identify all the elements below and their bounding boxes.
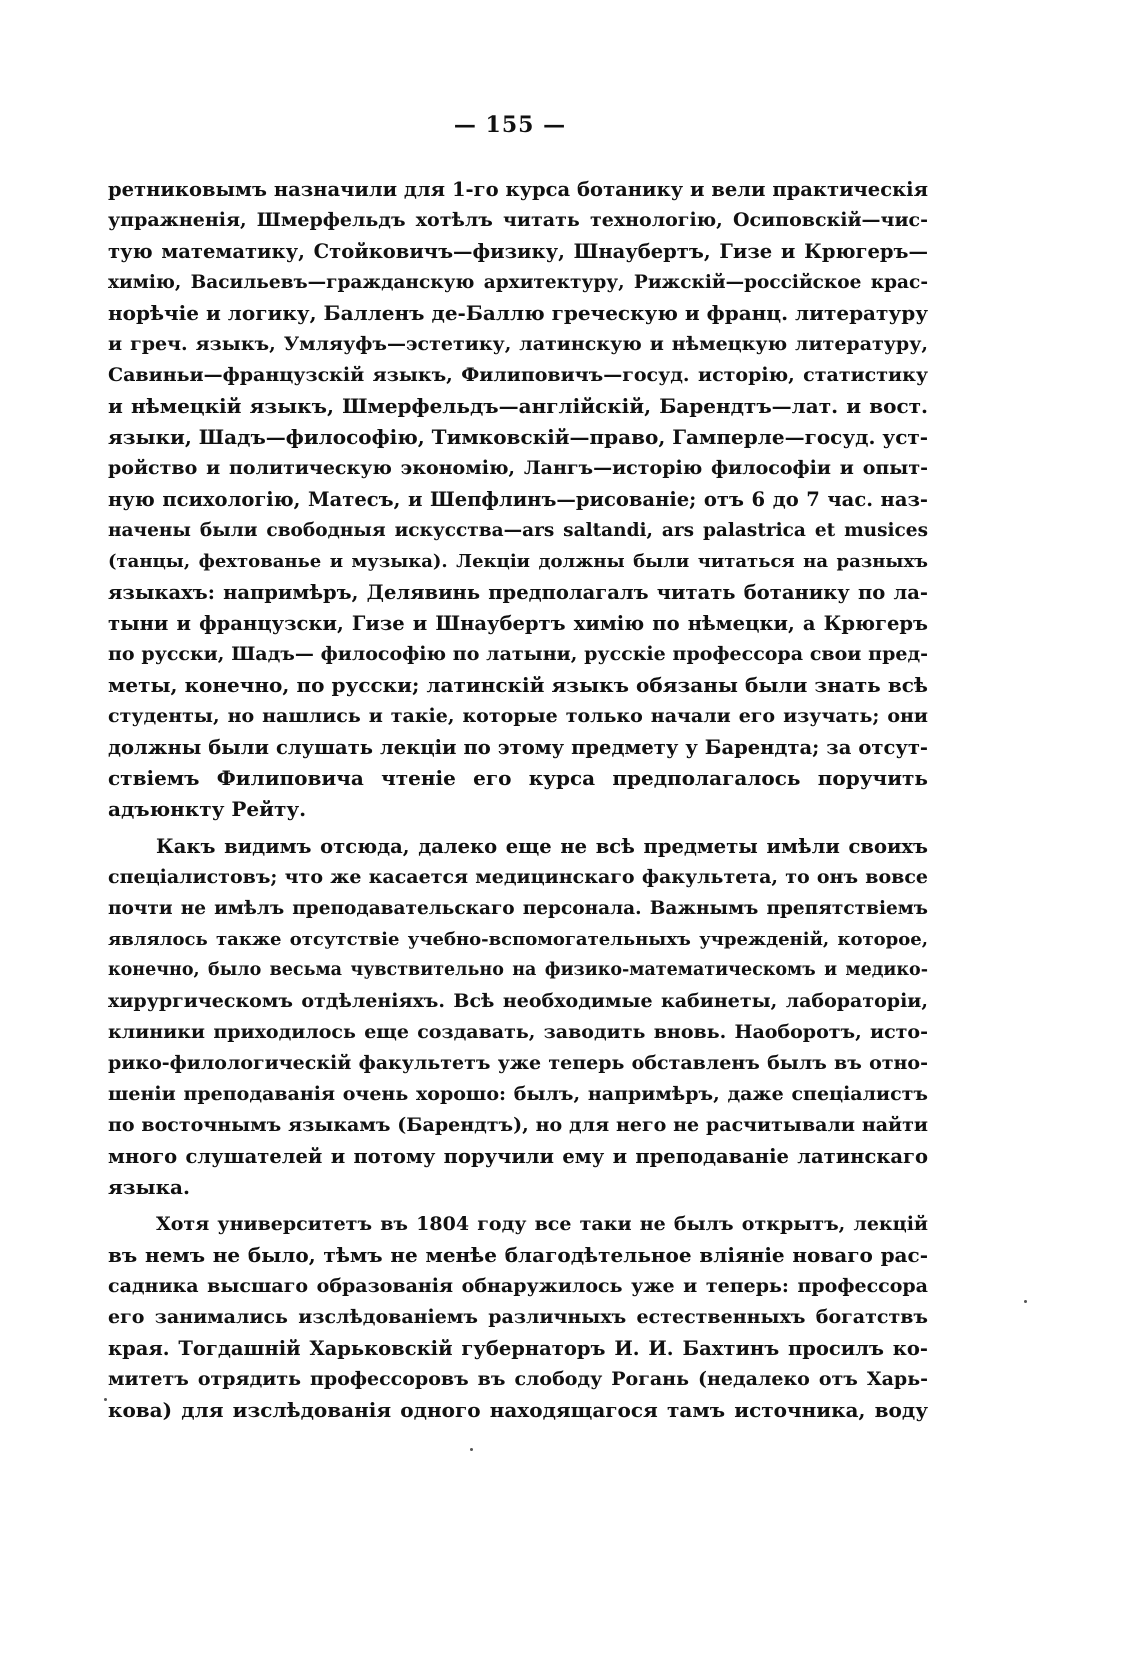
text-line: норѣчіе и логику, Балленъ де-Баллю греческую и франц. литературу <box>108 301 928 325</box>
text-line: Хотя университетъ въ 1804 году все таки не былъ открытъ, лекцій <box>156 1213 928 1235</box>
text-line: почти не имѣлъ преподавательскаго персонала. Важнымъ препятствіемъ <box>108 898 928 919</box>
text-line: языкахъ: напримѣръ, Делявинь предполагалъ читать ботанику по ла- <box>108 581 928 604</box>
text-line: и греч. языкъ, Умляуфъ—эстетику, латинскую и нѣмецкую литературу, <box>108 333 928 355</box>
scan-speck <box>104 1398 107 1401</box>
text-line: спеціалистовъ; что же касается медицинскаго факультета, то онъ вовсе <box>108 866 928 888</box>
text-line: ную психологію, Матесъ, и Шепфлинъ—рисованіе; отъ 6 до 7 час. наз- <box>108 488 928 511</box>
text-line: ствіемъ Филиповича чтеніе его курса предполагалось поручить <box>108 766 928 790</box>
text-line: тую математику, Стойковичъ—физику, Шнаубертъ, Гизе и Крюгеръ— <box>108 240 928 263</box>
scan-speck <box>1024 1300 1027 1303</box>
text-line: клиники приходилось еще создавать, заводить вновь. Наоборотъ, исто- <box>108 1021 928 1043</box>
text-line: конечно, было весьма чувствительно на физико-математическомъ и медико- <box>108 960 928 980</box>
text-line: языки, Шадъ—философію, Тимковскій—право, Гамперле—госуд. уст- <box>108 425 928 449</box>
paragraph-2 <box>108 831 928 1203</box>
text-line: являлось также отсутствіе учебно-вспомогательныхъ учрежденій, которое, <box>108 929 928 950</box>
text-line: должны были слушать лекціи по этому предмету у Барендта; за отсут- <box>108 736 928 759</box>
text-line: садника высшаго образованія обнаружилось уже и теперь: профессора <box>108 1275 928 1297</box>
text-line: (танцы, фехтованье и музыка). Лекціи должны были читаться на разныхъ <box>108 551 928 572</box>
text-line: упражненія, Шмерфельдъ хотѣлъ читать технологію, Осиповскій—чис- <box>108 209 928 231</box>
text-line: края. Тогдашній Харьковскій губернаторъ И. И. Бахтинъ просилъ ко- <box>108 1337 928 1360</box>
text-line: хирургическомъ отдѣленіяхъ. Всѣ необходимые кабинеты, лабораторіи, <box>108 990 928 1012</box>
text-line: по восточнымъ языкамъ (Барендтъ), но для него не расчитывали найти <box>108 1114 928 1136</box>
text-line: языка. <box>108 1175 190 1199</box>
text-line: начены были свободныя искусства—ars saltandi, ars palastrica et musices <box>108 520 928 541</box>
text-line: меты, конечно, по русски; латинскій языкъ обязаны были знать всѣ <box>108 673 928 697</box>
text-line: и нѣмецкій языкъ, Шмерфельдъ—англійскій, Барендтъ—лат. и вост. <box>108 394 928 418</box>
text-line: Савиньи—французскій языкъ, Филиповичъ—госуд. исторію, статистику <box>108 364 928 386</box>
paragraph-1 <box>108 174 928 825</box>
text-line: адъюнкту Рейту. <box>108 797 307 821</box>
text-line: его занимались изслѣдованіемъ различныхъ естественныхъ богатствъ <box>108 1306 928 1328</box>
text-line: рико-филологическій факультетъ уже теперь обставленъ былъ въ отно- <box>108 1052 928 1074</box>
text-line: много слушателей и потому поручили ему и преподаваніе латинскаго <box>108 1145 928 1168</box>
scan-speck <box>470 1448 473 1451</box>
text-line: Какъ видимъ отсюда, далеко еще не всѣ предметы имѣли своихъ <box>156 835 928 858</box>
text-line: по русски, Шадъ— философію по латыни, русскіе профессора свои пред- <box>108 643 928 665</box>
text-line: тыни и французски, Гизе и Шнаубертъ химію по нѣмецки, а Крюгеръ <box>108 612 928 635</box>
text-line: ретниковымъ назначили для 1-го курса ботанику и вели практическія <box>108 178 928 201</box>
text-line: студенты, но нашлись и такіе, которые только начали его изучать; они <box>108 705 928 727</box>
page-number: — 155 — <box>453 112 567 138</box>
text-line: митетъ отрядить профессоровъ въ слободу Рогань (недалеко отъ Харь- <box>108 1368 928 1390</box>
paragraph-3 <box>108 1209 928 1426</box>
body-text <box>108 174 928 1426</box>
text-line: шеніи преподаванія очень хорошо: былъ, напримѣръ, даже спеціалистъ <box>108 1083 928 1105</box>
text-line: ройство и политическую экономію, Лангъ—исторію философіи и опыт- <box>108 457 928 479</box>
text-line: химію, Васильевъ—гражданскую архитектуру, Рижскій—россійское крас- <box>108 272 928 293</box>
text-line: кова) для изслѣдованія одного находящагося тамъ источника, воду <box>108 1398 928 1422</box>
text-line: въ немъ не было, тѣмъ не менѣе благодѣтельное вліяніе новаго рас- <box>108 1243 928 1267</box>
